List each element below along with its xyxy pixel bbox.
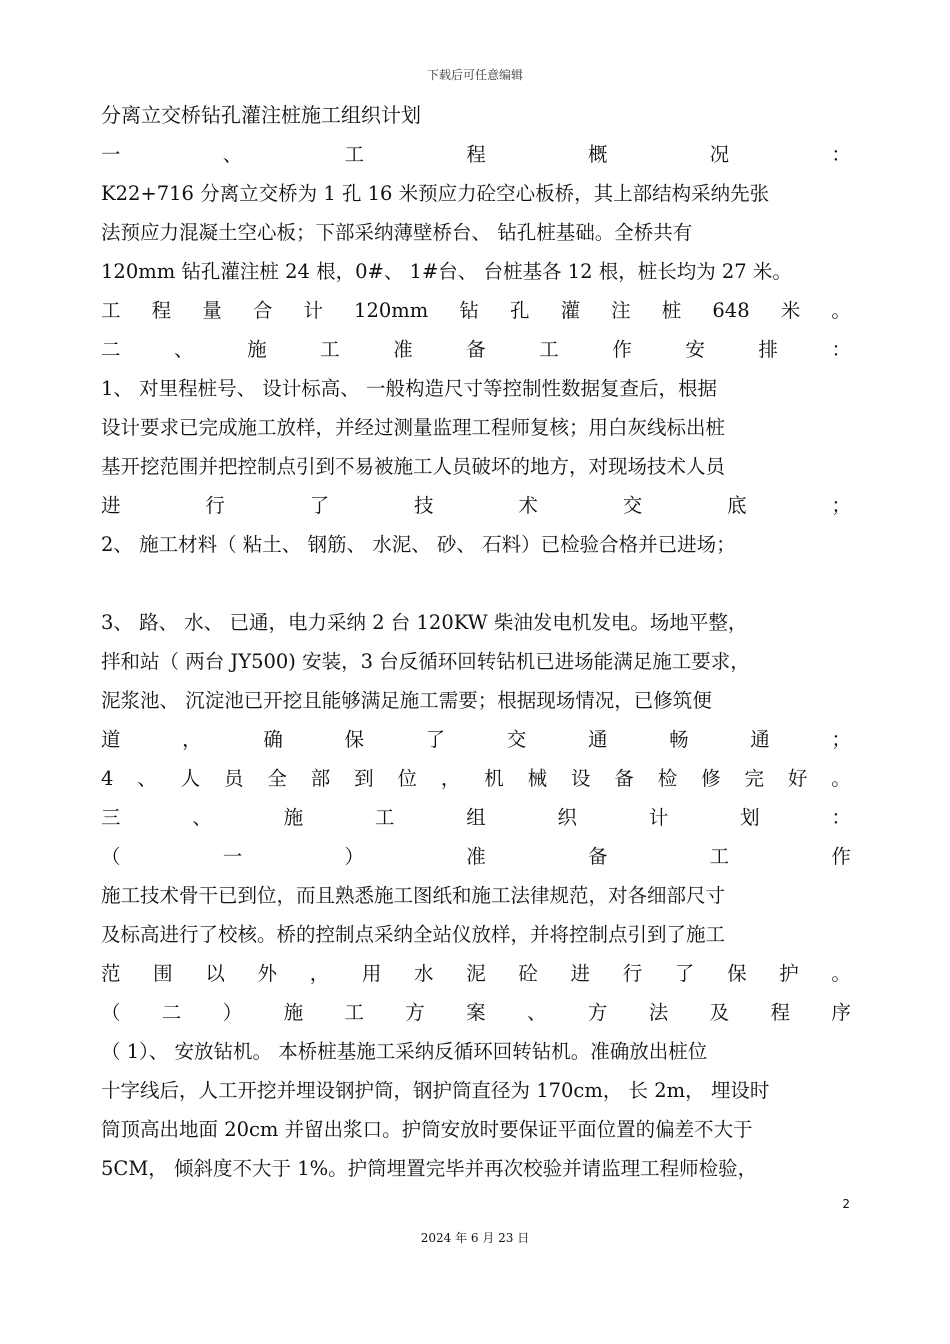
text-line: 法预应力混凝土空心板；下部采纳薄壁桥台、 钻孔桩基础。全桥共有 (101, 221, 693, 244)
line-segment: 准 (393, 338, 413, 361)
text-line: 十字线后，人工开挖并埋设钢护筒，钢护筒直径为 170cm， 长 2m， 埋设时 (101, 1079, 770, 1102)
text-line: 拌和站（ 两台 JY500) 安装，3 台反循环回转钻机已进场能满足施工要求， (101, 650, 750, 673)
line-segment: 灌 (560, 299, 581, 322)
line-segment: 作 (831, 845, 851, 868)
line-segment: 工 (344, 1001, 364, 1024)
line-segment: 三 (101, 806, 121, 829)
text-line: 基开挖范围并把控制点引到不易被施工人员破坏的地方，对现场技术人员 (101, 455, 726, 478)
text-line: 5CM， 倾斜度不大于 1%。护筒埋置完毕并再次校验并请监理工程师检验， (101, 1157, 758, 1180)
text-line: 筒顶高出地面 20cm 并留出浆口。护筒安放时要保证平面位置的偏差不大于 (101, 1118, 753, 1141)
line-segment: 米 (780, 299, 801, 322)
page-header: 下载后可任意编辑 (426, 68, 523, 82)
line-segment: 了 (309, 494, 330, 517)
line-segment: 二 (161, 1001, 182, 1024)
line-segment: ： (831, 806, 851, 829)
line-segment: 到 (354, 767, 374, 790)
text-line: 及标高进行了校核。桥的控制点采纳全站仪放样，并将控制点引到了施工 (101, 923, 726, 946)
text-line (101, 837, 851, 876)
line-segment: 。 (831, 767, 851, 790)
document-title: 分离立交桥钻孔灌注桩施工组织计划 (101, 103, 421, 127)
line-segment: 方 (405, 1001, 425, 1024)
text-line: K22+716 分离立交桥为 1 孔 16 米预应力砼空心板桥，其上部结构采纳先张 (101, 182, 770, 205)
line-segment: 械 (527, 767, 548, 790)
line-segment: 、 (174, 338, 194, 361)
line-segment: 机 (484, 767, 504, 790)
line-segment: 水 (414, 962, 434, 985)
line-segment: 人 (180, 767, 201, 790)
line-segment: 划 (740, 806, 760, 829)
line-segment: 好 (787, 767, 808, 790)
line-segment: 安 (685, 338, 705, 361)
document-body (101, 96, 851, 1188)
text-line (101, 564, 851, 603)
line-segment: 程 (151, 299, 172, 322)
paragraph-lines (101, 135, 851, 1188)
line-segment: ， (309, 962, 330, 985)
line-segment: 行 (205, 494, 225, 517)
line-segment: 程 (466, 143, 486, 166)
line-segment: ） (222, 1001, 243, 1024)
line-segment: 量 (202, 299, 222, 322)
line-segment: 了 (425, 728, 446, 751)
text-line: 1、 对里程桩号、 设计标高、 一般构造尺寸等控制性数据复查后，根据 (101, 377, 718, 400)
line-segment: 进 (101, 494, 121, 517)
line-segment: 计 (303, 299, 323, 322)
line-segment: 保 (344, 728, 364, 751)
text-line (101, 954, 851, 993)
page-number: 2 (842, 1197, 850, 1211)
line-segment: 工 (344, 143, 364, 166)
line-segment: 砼 (518, 962, 538, 985)
line-segment: 注 (611, 299, 631, 322)
line-segment: 计 (648, 806, 669, 829)
text-line (101, 798, 851, 837)
line-segment: ， (440, 767, 461, 790)
line-segment: 织 (557, 806, 577, 829)
line-segment: 排 (758, 338, 778, 361)
line-segment: 合 (252, 299, 273, 322)
line-segment: ； (831, 494, 851, 517)
line-segment: ； (831, 728, 851, 751)
line-segment: 程 (770, 1001, 790, 1024)
line-segment: 了 (674, 962, 695, 985)
line-segment: 以 (205, 962, 225, 985)
line-segment: 二 (101, 338, 121, 361)
page-footer-date: 2024 年 6 月 23 日 (420, 1231, 530, 1245)
line-segment: 备 (466, 338, 486, 361)
line-segment: 通 (587, 728, 608, 751)
line-segment: （ (101, 1001, 121, 1024)
line-segment: 员 (224, 767, 244, 790)
line-segment: 孔 (509, 299, 530, 322)
line-segment: 4 (101, 767, 114, 790)
line-segment: 用 (361, 962, 382, 985)
line-segment: ： (831, 143, 851, 166)
line-segment: 工 (101, 299, 121, 322)
line-segment: 及 (709, 1001, 730, 1024)
text-line (101, 135, 851, 174)
line-segment: 准 (466, 845, 486, 868)
text-line: 设计要求已完成施工放样，并经过测量监理工程师复核；用白灰线标出桩 (101, 416, 726, 439)
line-segment: 进 (570, 962, 591, 985)
text-line (101, 993, 851, 1032)
line-segment: 工 (320, 338, 340, 361)
line-segment: 、 (527, 1001, 547, 1024)
text-line: 120mm 钻孔灌注桩 24 根，0#、 1#台、 台桩基各 12 根，桩长均为 27 米。 (101, 260, 792, 283)
line-segment: 。 (831, 962, 851, 985)
line-segment: 一 (101, 143, 121, 166)
line-segment: 交 (506, 728, 527, 751)
line-segment: 案 (466, 1001, 486, 1024)
line-segment: 修 (701, 767, 721, 790)
line-segment: 况 (709, 143, 730, 166)
line-segment: 范 (101, 962, 121, 985)
line-segment: 完 (744, 767, 765, 790)
line-segment: 施 (247, 338, 267, 361)
line-segment: 方 (587, 1001, 608, 1024)
line-segment: 确 (263, 728, 283, 751)
text-line: （ 1）、 安放钻机。 本桥桩基施工采纳反循环回转钻机。准确放出桩位 (101, 1040, 708, 1063)
line-segment: 120mm (354, 299, 429, 322)
text-line (101, 330, 851, 369)
text-line: 施工技术骨干已到位，而且熟悉施工图纸和施工法律规范，对各细部尺寸 (101, 884, 726, 907)
line-segment: 检 (657, 767, 678, 790)
line-segment: 外 (257, 962, 278, 985)
line-segment: 设 (571, 767, 591, 790)
line-segment: 通 (750, 728, 770, 751)
line-segment: 保 (727, 962, 747, 985)
line-segment: （ (101, 845, 121, 868)
line-segment: 概 (587, 143, 608, 166)
line-segment: 施 (283, 806, 304, 829)
text-line: 泥浆池、 沉淀池已开挖且能够满足施工需要；根据现场情况，已修筑便 (101, 689, 712, 712)
line-segment: 工 (539, 338, 559, 361)
line-segment: 备 (614, 767, 634, 790)
line-segment: 施 (283, 1001, 304, 1024)
line-segment: 技 (414, 494, 434, 517)
line-segment: 桩 (661, 299, 682, 322)
text-line (101, 486, 851, 525)
line-segment: 、 (137, 767, 157, 790)
line-segment: 。 (831, 299, 851, 322)
line-segment: 、 (222, 143, 243, 166)
line-segment: 工 (374, 806, 395, 829)
text-line (101, 720, 851, 759)
line-segment: 作 (612, 338, 632, 361)
line-segment: 法 (648, 1001, 669, 1024)
line-segment: 道 (101, 728, 121, 751)
line-segment: 护 (779, 962, 799, 985)
text-line: 3、 路、 水、 已通，电力采纳 2 台 120KW 柴油发电机发电。场地平整， (101, 611, 748, 634)
line-segment: 一 (222, 845, 243, 868)
text-line: 2、 施工材料（ 粘土、 钢筋、 水泥、 砂、 石料）已检验合格并已进场； (101, 533, 736, 556)
line-segment: 备 (587, 845, 608, 868)
line-segment: 交 (622, 494, 643, 517)
line-segment: 泥 (466, 962, 486, 985)
text-line (101, 759, 851, 798)
line-segment: 工 (709, 845, 730, 868)
line-segment: ， (182, 728, 202, 751)
line-segment: 序 (831, 1001, 851, 1024)
line-segment: 全 (267, 767, 287, 790)
line-segment: ： (831, 338, 851, 361)
line-segment: 648 (712, 299, 750, 322)
line-segment: 畅 (669, 728, 689, 751)
line-segment: 部 (310, 767, 331, 790)
line-segment: 底 (727, 494, 747, 517)
line-segment: 组 (466, 806, 486, 829)
line-segment: 围 (153, 962, 173, 985)
line-segment: 、 (192, 806, 212, 829)
line-segment: 钻 (459, 299, 479, 322)
line-segment: 术 (518, 494, 538, 517)
line-segment: 行 (622, 962, 643, 985)
text-line (101, 291, 851, 330)
line-segment: ） (344, 845, 364, 868)
line-segment: 位 (397, 767, 418, 790)
